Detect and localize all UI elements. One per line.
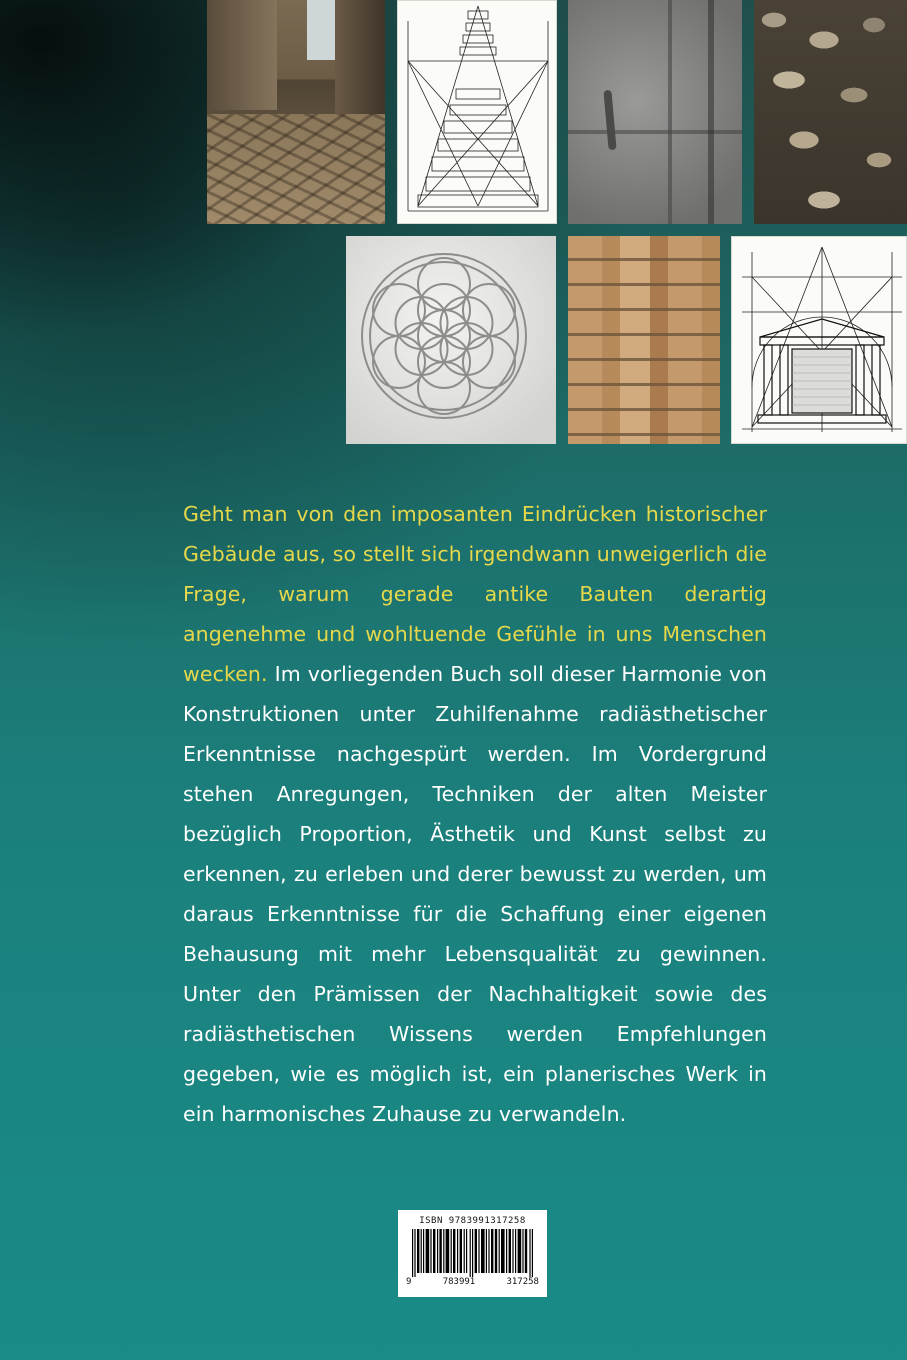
cobbled-street-photo [207, 0, 385, 224]
barcode-digits [406, 1277, 539, 1287]
barcode-digit-group-1: 783991 [442, 1277, 476, 1287]
rubble-wall-photo [754, 0, 907, 224]
barcode-digit-group-2: 317258 [506, 1277, 539, 1287]
temple-proportion-drawing [731, 236, 907, 444]
description-body: Im vorliegenden Buch soll dieser Harmonie von Konstruktionen unter Zuhilfenahme radiästhetischer Erkenntnisse nachgespürt werden. Im Vordergrund stehen Anregungen, Techniken der alten Meister bezüglich Proportion, Ästhetik und Kunst selbst zu erkennen, zu erleben und derer bewusst zu werden, um daraus Erkenntnisse für die Schaffung einer eigenen Behausung mit mehr Lebensqualität zu gewinnen. Unter den Prämissen der Nachhaltigkeit sowie des radiästhetischen Wissens werden Empfehlungen gegeben, wie es möglich ist, ein planerisches Werk in ein harmonisches Zuhause zu verwandeln. [183, 662, 767, 1126]
carved-stone-photo [568, 0, 742, 224]
flower-of-life-relief-photo [346, 236, 556, 444]
barcode-bars [406, 1229, 539, 1277]
back-cover-description [183, 494, 767, 1134]
tower-proportion-drawing [397, 0, 557, 224]
isbn-label: ISBN 9783991317258 [419, 1216, 526, 1226]
isbn-barcode [398, 1210, 547, 1297]
brick-wall-photo [568, 236, 720, 444]
barcode-digit-first: 9 [406, 1277, 412, 1287]
description-highlight: Geht man von den imposanten Eindrücken historischer Gebäude aus, so stellt sich irgendwann unweigerlich die Frage, warum gerade antike Bauten derartig angenehme und wohltuende Gefühle in uns Menschen wecken. [183, 502, 767, 686]
